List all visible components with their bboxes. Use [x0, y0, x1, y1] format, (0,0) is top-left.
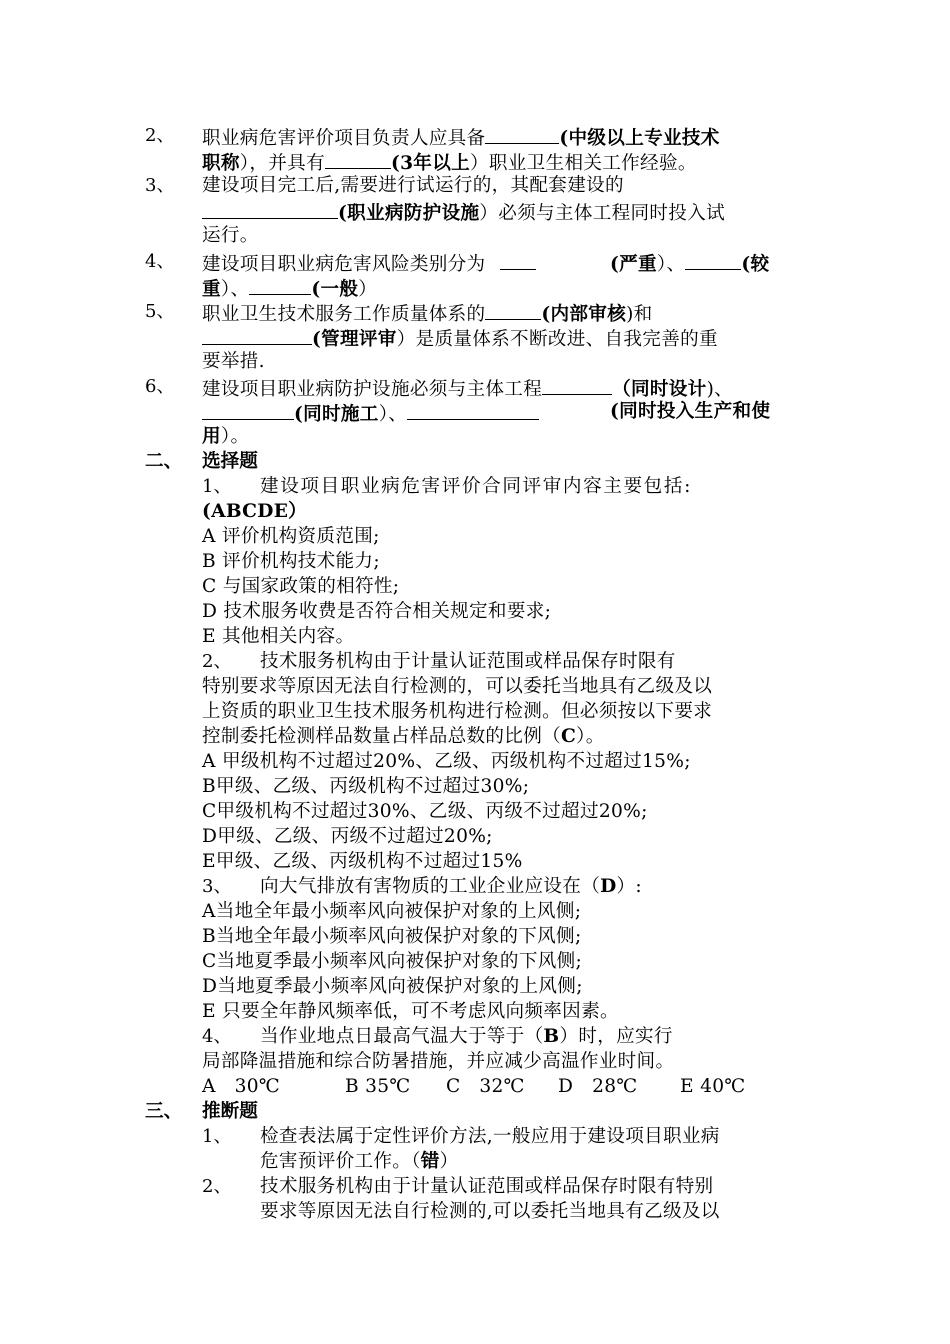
answer-blank [202, 325, 312, 345]
question-text: 控制委托检测样品数量占样品总数的比例（ [202, 726, 561, 747]
question-number: 1、 [202, 1126, 232, 1147]
fill-line [202, 425, 249, 449]
answer-text: (职业病防护设施 [338, 203, 480, 224]
item-number: 2、 [145, 125, 175, 146]
answer-blank [685, 250, 741, 270]
question-text: 职业卫生技术服务工作质量体系的 [202, 304, 486, 325]
question-text: 危害预评价工作。（ [260, 1151, 421, 1172]
option: A 甲级机构不过超过20%、乙级、丙级机构不过超过15%; [202, 751, 691, 772]
answer-blank [249, 275, 311, 295]
question-text [260, 1025, 673, 1049]
answer-text: (内部审核 [541, 304, 627, 325]
option: D 技术服务收费是否符合相关规定和要求; [202, 601, 552, 622]
question-text: ），并具有 [239, 153, 325, 174]
fill-line [202, 199, 725, 226]
fill-line [202, 275, 377, 302]
question-text: 建设项目职业病危害风险类别分为 [202, 254, 486, 275]
section-number: 三、 [145, 1101, 183, 1122]
question-text: ）时，应实行 [559, 1026, 673, 1047]
answer-text: 职称 [202, 153, 240, 174]
option: E甲级、乙级、丙级机构不过超过15% [202, 851, 523, 872]
question-text: 上资质的职业卫生技术服务机构进行检测。但必须按以下要求 [202, 701, 713, 722]
question-text: 建设项目职业病危害评价合同评审内容主要包括: [260, 476, 692, 497]
question-text: ）。 [220, 426, 250, 447]
fill-line [202, 350, 265, 374]
answer-blank [542, 375, 612, 395]
option: A 评价机构资质范围; [202, 526, 380, 547]
section-title: 推断题 [202, 1101, 258, 1122]
question-text: ） [358, 279, 378, 300]
fill-line [202, 149, 697, 176]
question-text: 向大气排放有害物质的工业企业应设在（ [260, 876, 601, 897]
option: E 其他相关内容。 [202, 626, 355, 647]
question-text: 特别要求等原因无法自行检测的，可以委托当地具有乙级及以 [202, 676, 713, 697]
question-text: ） [439, 1151, 459, 1172]
answer-line [202, 500, 307, 524]
question-text: 当作业地点日最高气温大于等于（ [260, 1026, 544, 1047]
option: A 30℃ [202, 1076, 280, 1097]
option: B甲级、乙级、丙级机构不过超过30%; [202, 776, 530, 797]
question-text: )、 [706, 379, 734, 400]
question-text: )和 [626, 304, 653, 325]
fill-line [202, 325, 718, 352]
fill-line [202, 224, 259, 248]
question-text: ）是质量体系不断改进、自我完善的重 [396, 329, 718, 350]
answer-text: C [560, 726, 577, 747]
item-number: 4、 [145, 251, 175, 272]
question-text: 职业病危害评价项目负责人应具备 [202, 128, 486, 149]
question-number: 1、 [202, 476, 232, 497]
answer-text: 重 [202, 279, 221, 300]
item-number: 5、 [145, 301, 175, 322]
question-text: 技术服务机构由于计量认证范围或样品保存时限有特别 [260, 1176, 714, 1197]
question-text [202, 725, 605, 749]
fill-line [610, 400, 770, 424]
question-text: 要求等原因无法自行检测的,可以委托当地具有乙级及以 [260, 1201, 720, 1222]
question-text: ）、 [656, 254, 686, 275]
option: D甲级、乙级、丙级不过超过20%; [202, 826, 493, 847]
question-number: 4、 [202, 1026, 232, 1047]
question-number: 3、 [202, 876, 232, 897]
question-text: ）: [616, 876, 642, 897]
question-text: ）。 [576, 726, 605, 747]
question-text [260, 875, 642, 899]
answer-blank [407, 400, 539, 420]
fill-line [202, 400, 539, 427]
answer-blank [500, 250, 536, 270]
answer-text: (一般 [311, 279, 359, 300]
fill-line [202, 174, 624, 198]
question-text: 建设项目职业病防护设施必须与主体工程 [202, 379, 543, 400]
fill-line [202, 124, 720, 151]
question-text: 检查表法属于定性评价方法,一般应用于建设项目职业病 [260, 1126, 720, 1147]
answer-text: （同时设计 [612, 379, 707, 400]
question-text: ）、 [378, 404, 408, 425]
question-text: ）必须与主体工程同时投入试 [479, 203, 725, 224]
question-text: 局部降温措施和综合防暑措施，并应减少高温作业时间。 [202, 1051, 675, 1072]
answer-text: (管理评审 [312, 329, 397, 350]
section-title: 选择题 [202, 451, 258, 472]
option: C 与国家政策的相符性; [202, 576, 400, 597]
answer-text: (中级以上专业技术 [559, 128, 720, 149]
fill-line [202, 250, 536, 277]
answer-blank [202, 199, 338, 219]
option: C 32℃ [446, 1076, 525, 1097]
answer-text: 错 [420, 1151, 440, 1172]
option: E 只要全年静风频率低，可不考虑风向频率因素。 [202, 1001, 619, 1022]
question-text: 运行。 [202, 225, 259, 246]
item-number: 6、 [145, 376, 175, 397]
question-text: ）、 [220, 279, 250, 300]
question-text: 建设项目完工后,需要进行试运行的，其配套建设的 [202, 175, 624, 196]
option: C甲级机构不过超过30%、乙级、丙级不过超过20%; [202, 801, 648, 822]
answer-text: (同时施工 [294, 404, 379, 425]
option: E 40℃ [680, 1076, 746, 1097]
option: D当地夏季最小频率风向被保护对象的上风侧; [202, 976, 583, 997]
answer-blank [325, 149, 391, 169]
answer-blank [202, 400, 294, 420]
answer-text: (较 [741, 254, 770, 275]
answer-text: (3年以上 [390, 153, 470, 174]
option: A当地全年最小频率风向被保护对象的上风侧; [202, 901, 582, 922]
question-text: ）职业卫生相关工作经验。 [470, 153, 697, 174]
option: C当地夏季最小频率风向被保护对象的下风侧; [202, 951, 583, 972]
answer-text: B [543, 1026, 560, 1047]
question-text: 要举措. [202, 351, 265, 372]
answer-text: D [600, 876, 617, 897]
question-number: 2、 [202, 651, 232, 672]
answer-text: (严重 [610, 254, 657, 275]
fill-line [202, 375, 733, 402]
answer-blank [485, 300, 541, 320]
section-number: 二、 [145, 451, 183, 472]
fill-line [202, 300, 653, 327]
answer-text: (同时投入生产和使 [610, 401, 771, 422]
question-text: 技术服务机构由于计量认证范围或样品保存时限有 [260, 651, 676, 672]
option: B 评价机构技术能力; [202, 551, 380, 572]
question-text [260, 1150, 459, 1174]
answer-blank [485, 124, 559, 144]
answer-text: 用 [202, 426, 221, 447]
option: B 35℃ [345, 1076, 411, 1097]
answer-text: (ABCDE） [202, 501, 308, 522]
option: D 28℃ [558, 1076, 638, 1097]
option: B当地全年最小频率风向被保护对象的下风侧; [202, 926, 582, 947]
item-number: 3、 [145, 175, 175, 196]
fill-line [610, 250, 769, 277]
question-number: 2、 [202, 1176, 232, 1197]
